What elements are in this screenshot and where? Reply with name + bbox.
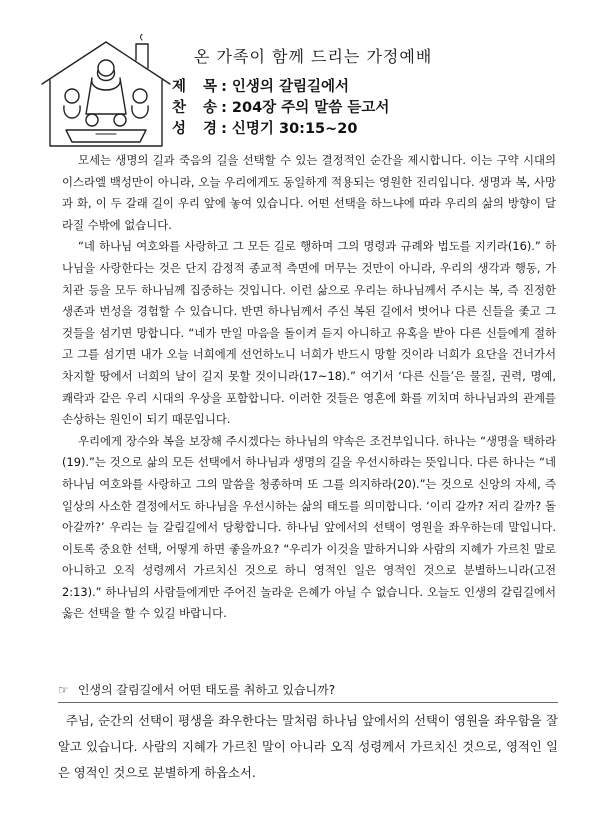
hymn-row bbox=[172, 98, 582, 119]
pointing-hand-icon: ☞ bbox=[58, 683, 69, 697]
meta-label: 성 경 bbox=[172, 121, 224, 137]
paragraph: 모세는 생명의 길과 죽음의 길을 선택할 수 있는 결정적인 순간을 제시합니다. 이는 구약 시대의 이스라엘 백성만이 아니라, 오늘 우리에게도 동일하게 적용되는 영원한 진리입니다. 생명과 복, 사망과 화, 이 두 갈래 길이 우리 앞에 놓여 있습니다. 어떤 선택을 하느냐에 따라 우리의 삶의 방향이 달라질 수밖에 없습니다. bbox=[62, 153, 556, 232]
sermon-title-row bbox=[172, 77, 582, 98]
meta-value: : 신명기 30:15~20 bbox=[221, 121, 358, 137]
paragraph: 우리에게 장수와 복을 보장해 주시겠다는 하나님의 약속은 조건부입니다. 하나는 “생명을 택하라(19).”는 것으로 삶의 모든 선택에서 하나님과 생명의 길을 우선시하라는 뜻입니다. 다른 하나는 “네 하나님 여호와를 사랑하고 그의 말씀을 청종하며 또 그를 의지하라(20).”는 것으로 신앙의 자세, 즉 일상의 사소한 결정에서도 하나님을 우선시하는 삶의 태도를 의미합니다. ‘이리 갈까? 저리 갈까? 돌아갈까?’ 우리는 늘 갈림길에서 당황합니다. 하나님 앞에서의 선택이 영원을 좌우하는데 말입니다. 이토록 중요한 선택, 어떻게 하면 좋을까요? “우리가 이것을 말하거니와 사람의 지혜가 가르친 말로 아니하고 오직 성령께서 가르치신 것으로 하니 영적인 일은 영적인 것으로 분별하느니라(고전 2:13).” 하나님의 사람들에게만 주어진 놀라운 은혜가 아닐 수 없습니다. 오늘도 인생의 갈림길에서 옳은 선택을 할 수 있길 바랍니다. bbox=[62, 433, 556, 621]
page-title: 온 가족이 함께 드리는 가정예배 bbox=[194, 47, 433, 66]
divider bbox=[58, 702, 558, 703]
question-text: 인생의 갈림길에서 어떤 태도를 취하고 있습니까? bbox=[77, 683, 336, 697]
worship-header bbox=[172, 44, 582, 140]
house-roof-icon bbox=[42, 42, 170, 84]
paragraph: “네 하나님 여호와를 사랑하고 그 모든 길로 행하며 그의 명령과 규례와 법도를 지키라(16).” 하나님을 사랑한다는 것은 단지 감정적 종교적 측면에 머무는 것만이 아니라, 우리의 생각과 행동, 가치관 등을 모두 하나님께 집중하는 것입니다. 이런 삶으로 우리는 하나님께서 주시는 복, 즉 진정한 생존과 번성을 경험할 수 있습니다. 반면 하나님께서 주신 복된 길에서 벗어나 다른 신들을 좇고 그것들을 섬기면 망합니다. “네가 만일 마음을 돌이켜 듣지 아니하고 유혹을 받아 다른 신들에게 절하고 그를 섬기면 내가 오늘 너희에게 선언하노니 너희가 반드시 망할 것이라 너희가 요단을 건너가서 차지할 땅에서 너희의 날이 길지 못할 것이니라(17~18).” 여기서 ‘다른 신들’은 물질, 권력, 명예, 쾌락과 같은 우리 시대의 우상을 포함합니다. 이러한 것들은 영혼에 화를 끼치며 하나님과의 관계를 손상하는 원인이 되기 때문입니다. bbox=[62, 239, 556, 427]
meta-value: : 인생의 갈림길에서 bbox=[221, 79, 350, 95]
meta-value: : 204장 주의 말씀 듣고서 bbox=[221, 100, 390, 116]
meta-label: 찬 송 bbox=[172, 100, 224, 116]
meta-label: 제 목 bbox=[172, 79, 224, 95]
reflection-question bbox=[58, 681, 558, 698]
scripture-row bbox=[172, 119, 582, 140]
chimney-icon bbox=[136, 44, 148, 68]
smoke-icon bbox=[140, 34, 145, 40]
prayer-text: 주님, 순간의 선택이 평생을 좌우한다는 말처럼 하나님 앞에서의 선택이 영원을 좌우함을 잘 알고 있습니다. 사람의 지혜가 가르친 말이 아니라 오직 성령께서 가르치신 것으로, 영적인 일은 영적인 것으로 분별하게 하옵소서. bbox=[58, 714, 558, 780]
closing-prayer bbox=[58, 708, 558, 786]
sermon-body bbox=[62, 150, 556, 625]
family-worship-illustration bbox=[36, 34, 176, 152]
